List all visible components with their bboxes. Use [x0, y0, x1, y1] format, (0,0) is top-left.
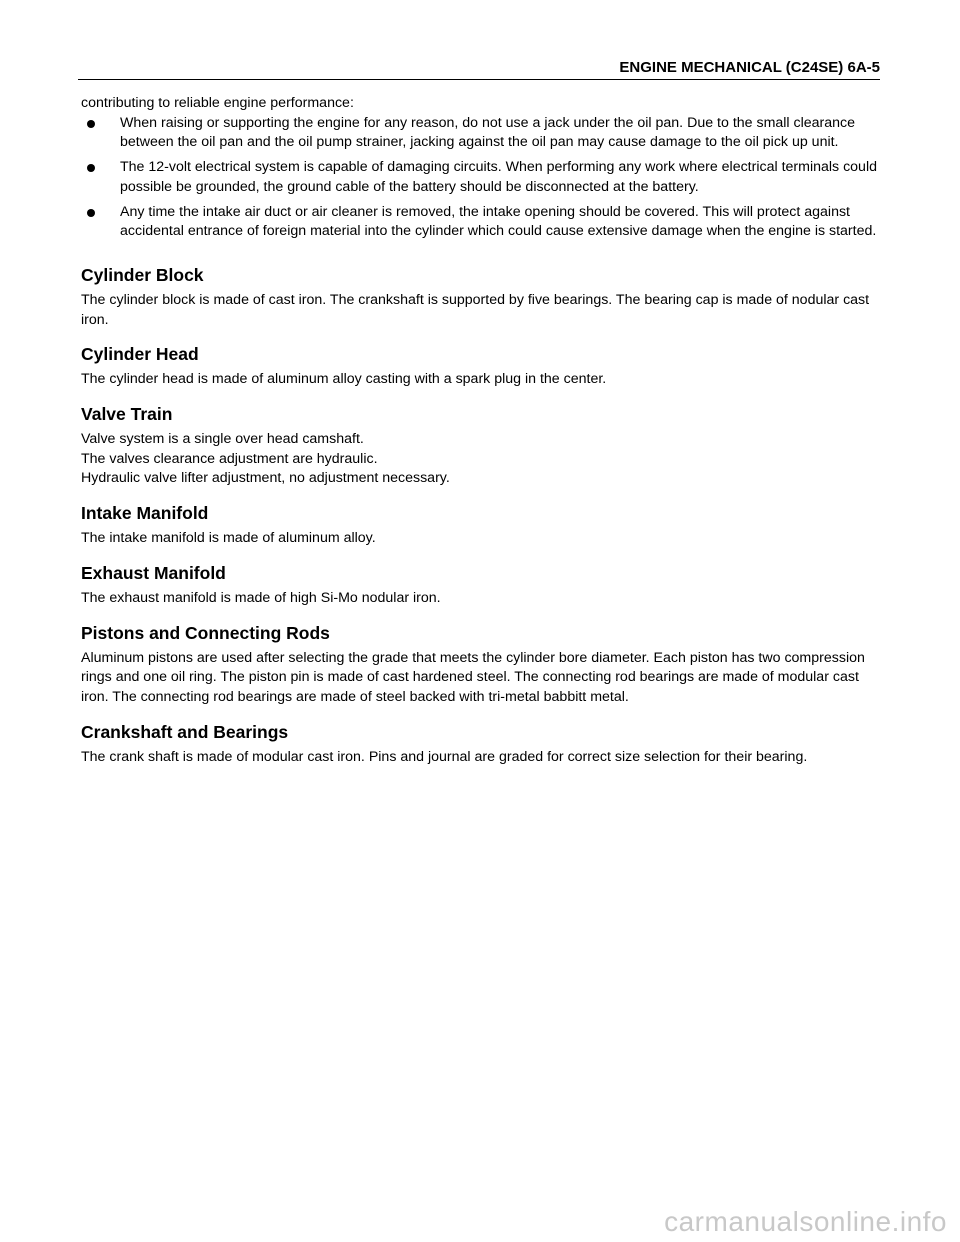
- precaution-list: [81, 114, 886, 242]
- bullet-text: When raising or supporting the engine for any reason, do not use a jack under the oil pan. Due to the small clearance between the oil pan and the oil pump strainer, jacking against the oil pan may cause damage to the oil pick up unit.: [120, 114, 856, 151]
- list-item: [81, 158, 886, 197]
- section-body: The crank shaft is made of modular cast iron. Pins and journal are graded for correct size selection for their bearing.: [81, 748, 808, 765]
- section-exhaust-manifold: [81, 562, 886, 609]
- section-crankshaft: [81, 721, 886, 768]
- bullet-icon: [87, 120, 95, 128]
- section-intake-manifold: [81, 502, 886, 549]
- page-content: [81, 94, 886, 767]
- section-body: The exhaust manifold is made of high Si-Mo nodular iron.: [81, 589, 441, 606]
- section-cylinder-block: [81, 264, 886, 330]
- page-header: ENGINE MECHANICAL (C24SE) 6A-5: [78, 58, 880, 80]
- list-item: [81, 114, 886, 153]
- section-title: Cylinder Block: [81, 264, 204, 285]
- section-body: The cylinder head is made of aluminum alloy casting with a spark plug in the center.: [81, 371, 607, 388]
- section-body: Aluminum pistons are used after selecting the grade that meets the cylinder bore diameter. Each piston has two compression rings and one oil ring. The piston pin is made of cast hardened steel. The connecting rod bearings are made of modular cast iron. The connecting rod bearings are made of steel backed with tri-metal babbitt metal.: [81, 649, 865, 705]
- list-item: [81, 203, 886, 242]
- intro-text: contributing to reliable engine performance:: [81, 95, 354, 111]
- section-title: Valve Train: [81, 404, 173, 425]
- section-body: [81, 430, 886, 489]
- bullet-icon: [87, 209, 95, 217]
- section-title: Pistons and Connecting Rods: [81, 622, 330, 643]
- section-pistons: [81, 622, 886, 708]
- section-body: The cylinder block is made of cast iron. The crankshaft is supported by five bearings. The bearing cap is made of nodular cast iron.: [81, 291, 870, 328]
- section-title: Intake Manifold: [81, 503, 209, 524]
- section-line: The valves clearance adjustment are hydraulic.: [81, 450, 378, 467]
- section-line: Valve system is a single over head camshaft.: [81, 431, 364, 448]
- bullet-text: The 12-volt electrical system is capable of damaging circuits. When performing any work where electrical terminals could possible be grounded, the ground cable of the battery should be disconnected at the battery.: [120, 159, 877, 195]
- section-title: Exhaust Manifold: [81, 562, 226, 583]
- section-line: Hydraulic valve lifter adjustment, no adjustment necessary.: [81, 470, 450, 487]
- section-body: The intake manifold is made of aluminum alloy.: [81, 530, 376, 547]
- section-title: Crankshaft and Bearings: [81, 721, 289, 742]
- section-valve-train: [81, 403, 886, 489]
- bullet-icon: [87, 164, 95, 172]
- watermark: carmanualsonline.info: [664, 1206, 947, 1237]
- bullet-text: Any time the intake air duct or air cleaner is removed, the intake opening should be covered. This will protect against accidental entrance of foreign material into the cylinder which could cause extensive damage when the engine is started.: [120, 203, 877, 240]
- section-cylinder-head: [81, 343, 886, 390]
- section-title: Cylinder Head: [81, 344, 199, 365]
